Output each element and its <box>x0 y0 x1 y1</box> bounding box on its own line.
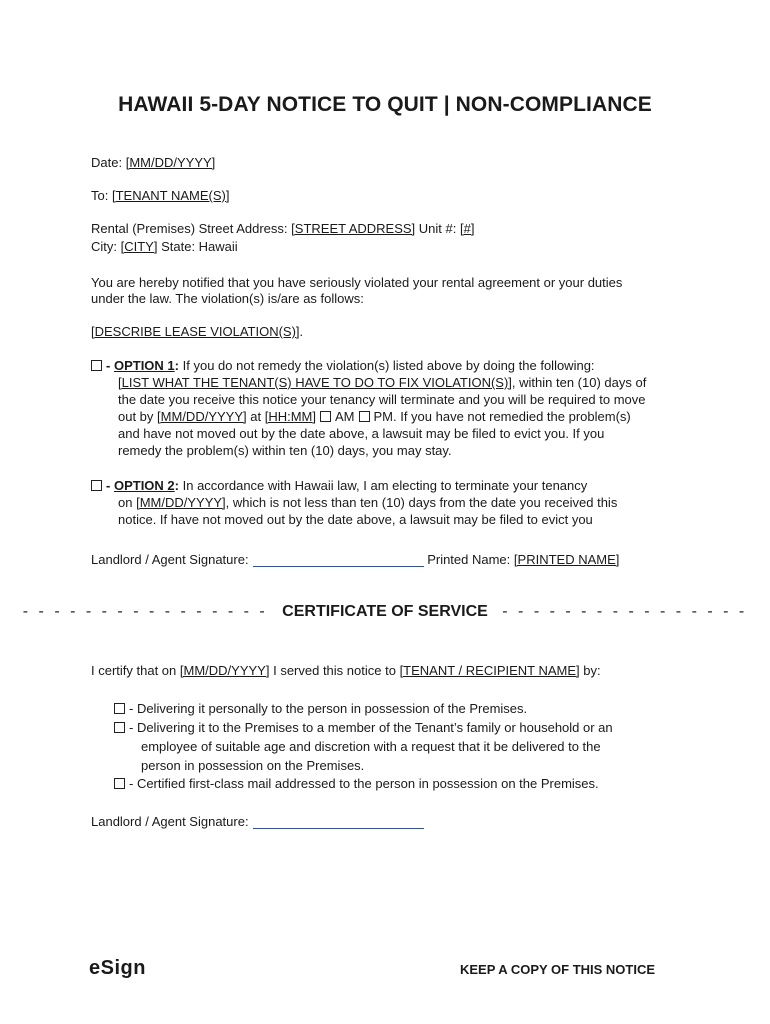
certify-line <box>91 662 601 679</box>
violation-period: . <box>299 324 304 339</box>
option2-line3: notice. If have not moved out by the date above, a lawsuit may be filed to evict you <box>118 512 593 527</box>
method1-checkbox[interactable] <box>114 703 125 714</box>
certify-by: by: <box>583 663 601 678</box>
printed-name-field[interactable]: [PRINTED NAME] <box>513 552 620 567</box>
certificate-dashes-left: - - - - - - - - - - - - - - - - <box>22 603 268 620</box>
option1-intro: If you do not remedy the violation(s) listed above by doing the following: <box>182 358 595 373</box>
city-field[interactable]: [CITY] <box>120 239 158 254</box>
option1-after-fix: , within ten (10) days of <box>511 375 647 390</box>
pm-label: PM. If you have not remedied the problem(s) <box>373 409 631 424</box>
fix-violation-field[interactable]: [LIST WHAT THE TENANT(S) HAVE TO DO TO FIX VIOLATION(S)] <box>118 375 512 390</box>
page-title: HAWAII 5-DAY NOTICE TO QUIT | NON-COMPLIANCE <box>118 93 652 116</box>
to-line <box>91 187 229 204</box>
address-label: Rental (Premises) Street Address: <box>91 221 288 236</box>
option1-dash: - <box>106 358 111 373</box>
unit-field[interactable]: [#] <box>460 221 475 236</box>
violation-field[interactable]: [DESCRIBE LEASE VIOLATION(S)] <box>91 324 300 339</box>
date-label: Date: <box>91 155 123 170</box>
option1-out-by: out by <box>118 409 154 424</box>
pm-checkbox[interactable] <box>359 411 370 422</box>
printed-name-label: Printed Name: <box>427 552 511 567</box>
method1-line <box>114 700 527 717</box>
option2-label: OPTION 2 <box>113 478 175 493</box>
option1-label: OPTION 1 <box>113 358 175 373</box>
option1-line5: and have not moved out by the date above, a lawsuit may be filed to evict you. If you <box>118 426 605 441</box>
method2-line1 <box>114 719 613 736</box>
method2-text-1: - Delivering it to the Premises to a member of the Tenant’s family or household or an <box>129 720 613 735</box>
keep-copy-notice: KEEP A COPY OF THIS NOTICE <box>460 962 656 977</box>
certificate-heading-row <box>0 603 770 621</box>
option1-time-field[interactable]: [HH:MM] <box>264 409 316 424</box>
method3-text: - Certified first-class mail addressed to the person in possession on the Premises. <box>129 776 599 791</box>
city-label: City: <box>91 239 117 254</box>
option2-line2 <box>118 494 617 511</box>
certificate-signature-field[interactable] <box>253 828 424 829</box>
method1-text: - Delivering it personally to the person in possession of the Premises. <box>129 701 528 716</box>
option1-checkbox[interactable] <box>91 360 102 371</box>
certificate-date-field[interactable]: [MM/DD/YYYY] <box>179 663 270 678</box>
option2-on: on <box>118 495 133 510</box>
option1-date-field[interactable]: [MM/DD/YYYY] <box>157 409 247 424</box>
state-text: State: Hawaii <box>161 239 238 254</box>
signature-field[interactable] <box>253 566 424 567</box>
method2-line3: person in possession on the Premises. <box>141 758 365 773</box>
option2-checkbox[interactable] <box>91 480 102 491</box>
date-line <box>91 154 215 171</box>
date-field[interactable]: [MM/DD/YYYY] <box>125 155 216 170</box>
notice-text-line2: under the law. The violation(s) is/are as follows: <box>91 291 364 306</box>
option1-line6: remedy the problem(s) within ten (10) days, you may stay. <box>118 443 452 458</box>
option1-colon: : <box>174 358 179 373</box>
option2-line1 <box>91 477 587 494</box>
option2-intro: In accordance with Hawaii law, I am electing to terminate your tenancy <box>182 478 588 493</box>
option1-line3: the date you receive this notice your tenancy will terminate and you will be required to move <box>118 392 646 407</box>
recipient-name-field[interactable]: [TENANT / RECIPIENT NAME] <box>399 663 580 678</box>
address-line <box>91 220 474 237</box>
tenant-name-field[interactable]: [TENANT NAME(S)] <box>111 188 230 203</box>
certificate-signature-line <box>91 813 424 830</box>
option2-dash: - <box>106 478 111 493</box>
option2-date-field[interactable]: [MM/DD/YYYY] <box>136 495 226 510</box>
certificate-dashes-right: - - - - - - - - - - - - - - - - <box>502 603 748 620</box>
served-text: I served this notice to <box>273 663 396 678</box>
method3-checkbox[interactable] <box>114 778 125 789</box>
certify-prefix: I certify that on <box>91 663 177 678</box>
am-checkbox[interactable] <box>320 411 331 422</box>
certificate-signature-label: Landlord / Agent Signature: <box>91 814 249 829</box>
method3-line <box>114 775 599 792</box>
option1-line2 <box>118 374 646 391</box>
option2-colon: : <box>174 478 179 493</box>
method2-line2: employee of suitable age and discretion with a request that it be delivered to the <box>141 739 601 754</box>
method2-checkbox[interactable] <box>114 722 125 733</box>
to-label: To: <box>91 188 109 203</box>
signature-label: Landlord / Agent Signature: <box>91 552 249 567</box>
option2-after-date: , which is not less than ten (10) days from the date you received this <box>225 495 618 510</box>
signature-line <box>91 551 619 568</box>
option1-at: at <box>250 409 262 424</box>
street-address-field[interactable]: [STREET ADDRESS] <box>291 221 416 236</box>
esign-logo: eSign <box>89 957 146 979</box>
certificate-heading: CERTIFICATE OF SERVICE <box>282 603 488 620</box>
option1-line1 <box>91 357 595 374</box>
am-label: AM <box>335 409 355 424</box>
notice-text-line1: You are hereby notified that you have seriously violated your rental agreement or your duties <box>91 275 623 290</box>
unit-label: Unit #: <box>418 221 457 236</box>
city-line <box>91 238 238 255</box>
option1-line4 <box>118 408 631 425</box>
violation-line <box>91 323 303 340</box>
